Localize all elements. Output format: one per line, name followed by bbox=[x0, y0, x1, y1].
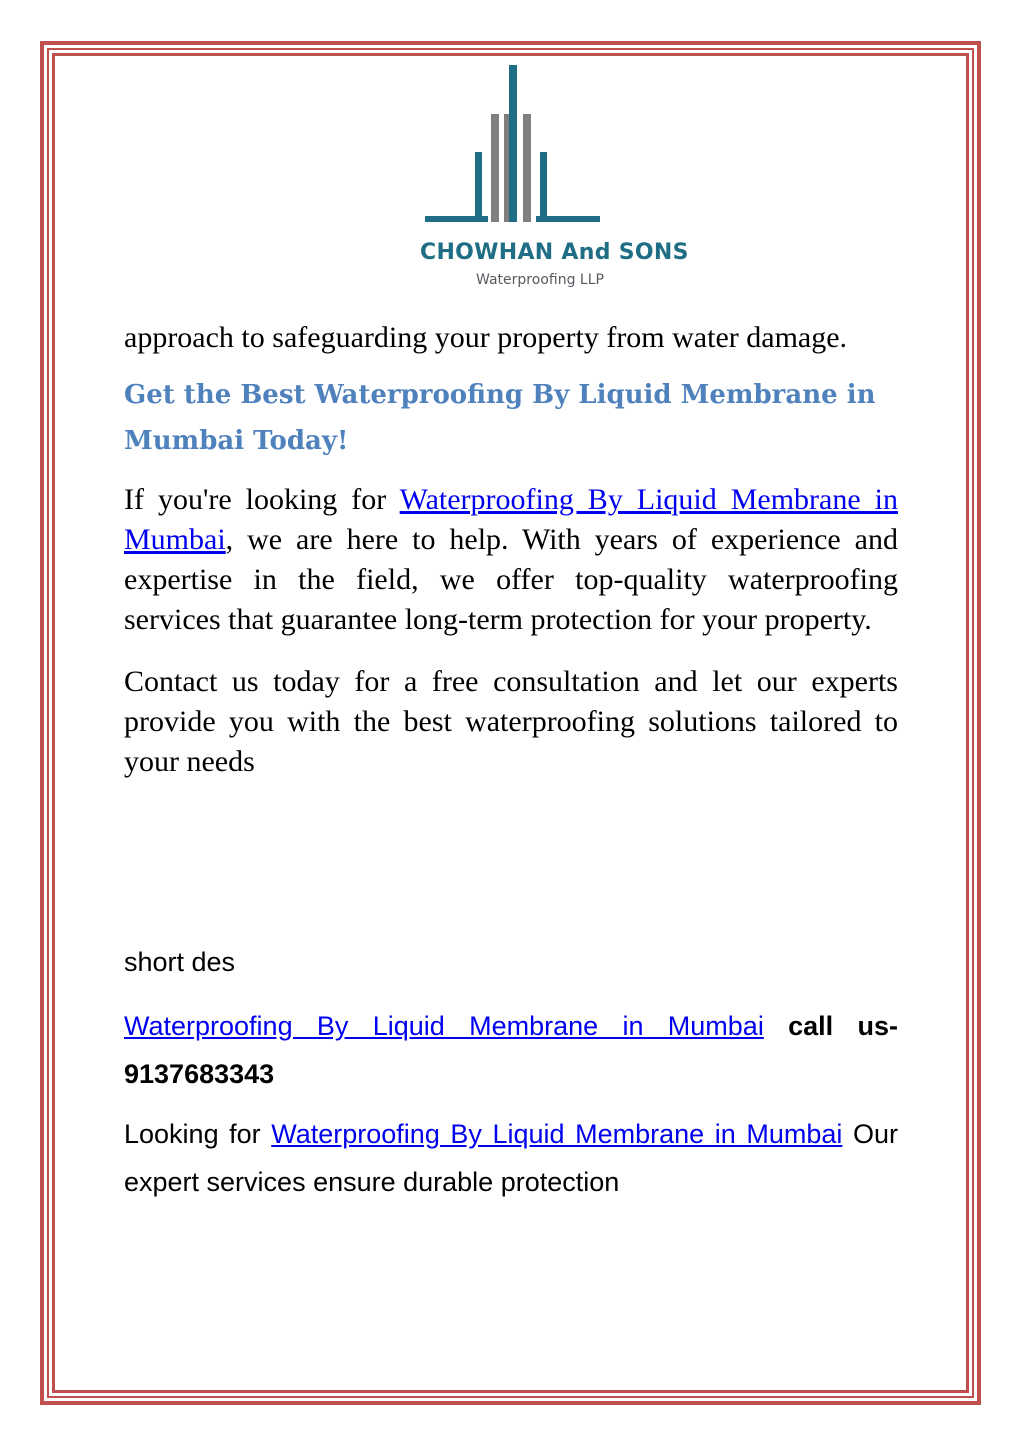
help-paragraph-prefix: If you're looking for bbox=[124, 483, 400, 516]
looking-suffix: Our expert services ensure durable protection bbox=[124, 1119, 898, 1197]
short-des-label: short des bbox=[124, 947, 236, 977]
help-paragraph-suffix: , we are here to help. With years of experience and expertise in the field, we offer top-quality waterproofing services that guarantee long-term protection for your property. bbox=[124, 523, 898, 636]
logo-company-subtitle: Waterproofing LLP bbox=[476, 272, 604, 288]
call-us-text: call us-9137683343 bbox=[124, 1011, 898, 1089]
short-des-looking-line bbox=[124, 1110, 898, 1206]
looking-prefix: Looking for bbox=[124, 1119, 272, 1149]
article-body bbox=[124, 318, 898, 1206]
intro-help-paragraph bbox=[124, 480, 898, 640]
section-heading: Get the Best Waterproofing By Liquid Membrane in Mumbai Today! bbox=[124, 380, 876, 456]
short-des-call-line bbox=[124, 1002, 898, 1098]
short-des-service-link[interactable]: Waterproofing By Liquid Membrane in Mumbai bbox=[124, 1011, 764, 1041]
contact-paragraph: Contact us today for a free consultation and let our experts provide you with the best waterproofing solutions tailored to your needs bbox=[124, 665, 898, 778]
spacer bbox=[124, 782, 898, 938]
company-logo bbox=[420, 62, 689, 294]
short-des-service-link-2[interactable]: Waterproofing By Liquid Membrane in Mumbai bbox=[271, 1119, 843, 1149]
buildings-logo-icon bbox=[420, 62, 660, 240]
logo-company-name: CHOWHAN And SONS bbox=[420, 240, 689, 265]
service-link[interactable]: Waterproofing By Liquid Membrane in Mumbai bbox=[124, 483, 898, 556]
intro-paragraph: approach to safeguarding your property from water damage. bbox=[124, 321, 848, 354]
